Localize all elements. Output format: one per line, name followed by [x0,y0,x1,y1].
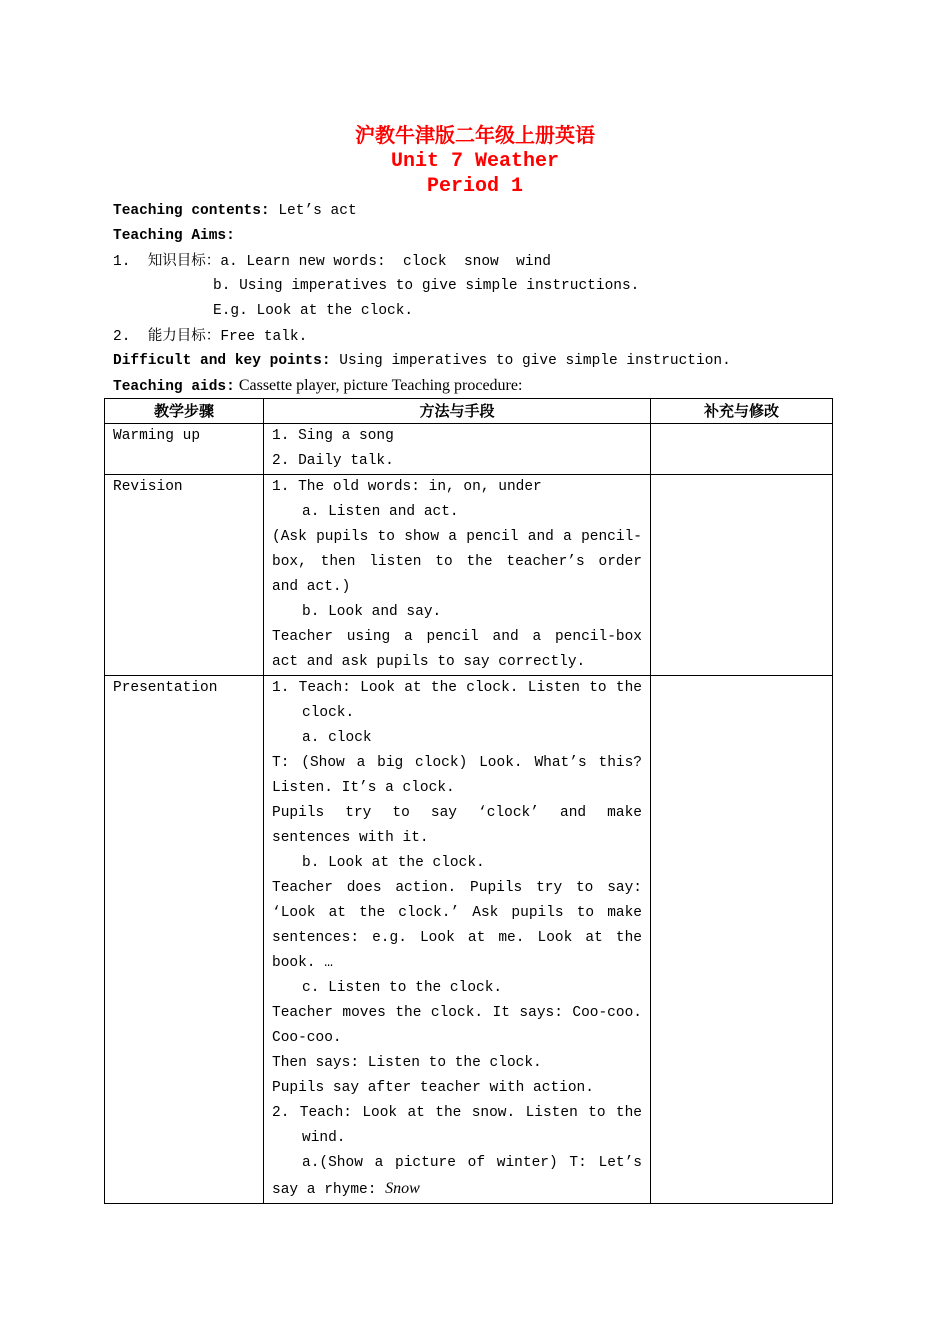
method-cell: 1. Sing a song 2. Daily talk. [264,424,651,475]
step-cell: Warming up [105,424,264,475]
header-methods: 方法与手段 [264,399,651,424]
table-row [105,424,833,475]
teaching-aids-label: Teaching aids: [113,379,235,395]
aim-1-line: 1. 知识目标：a. Learn new words: clock snow wind [113,253,551,270]
aim-1-a: a. Learn new words: clock snow wind [220,254,551,270]
notes-cell [651,475,833,676]
teaching-contents-label: Teaching contents: [113,203,270,219]
rhyme-title: Snow [385,1180,420,1197]
aim-2-line: 2. 能力目标：Free talk. [113,328,308,345]
aim-2-label: 能力目标： [147,328,221,344]
notes-cell [651,676,833,1204]
teaching-aids-value: Cassette player, picture Teaching procedure: [234,377,523,394]
teaching-contents-value: Let’s act [269,203,357,219]
procedure-table [104,398,833,1204]
difficult-points-value: Using imperatives to give simple instruction. [330,353,731,369]
header-steps: 教学步骤 [105,399,264,424]
teaching-aids-line [113,373,522,400]
aim-2-text: Free talk. [220,329,308,345]
table-header-row [105,399,833,424]
teaching-aims-label: Teaching Aims: [113,228,235,244]
difficult-points-line [113,349,731,374]
aim-1-example: E.g. Look at the clock. [213,303,414,319]
header-notes: 补充与修改 [651,399,833,424]
aim-1-b: b. Using imperatives to give simple instructions. [213,278,640,294]
doc-title-unit: Unit 7 Weather [390,150,560,173]
table-row [105,676,833,1204]
table-row [105,475,833,676]
difficult-points-label: Difficult and key points: [113,353,331,369]
teaching-contents-line [113,199,357,224]
aim-1-label: 知识目标： [147,253,221,269]
doc-title-cn: 沪教牛津版二年级上册英语 [355,123,595,147]
method-cell: 1. The old words: in, on, under a. Listen and act. (Ask pupils to show a pencil and a pencil-box, then listen to the teacher’s order and act.) b. Look and say. Teacher using a pencil and a pencil-box act and ask pupils to say correctly. [264,475,651,676]
step-cell: Revision [105,475,264,676]
notes-cell [651,424,833,475]
doc-title-period: Period 1 [426,175,523,198]
step-cell: Presentation [105,676,264,1204]
method-cell: 1. Teach: Look at the clock. Listen to the clock. a. clock T: (Show a big clock) Look. What’s this? Listen. It’s a clock. Pupils try to say ‘clock’ and make sentences with it. b. Look at the clock. Teacher does action. Pupils try to say: ‘Look at the clock.’ Ask pupils to make sentences: e.g. Look at me. Look at the book. … c. Listen to the clock. Teacher moves the clock. It says: Coo-coo. Coo-coo. Then says: Listen to the clock. Pupils say after teacher with action. 2. Teach: Look at the snow. Listen to the wind. a.(Show a picture of winter) T: Let’s say a rhyme: Snow [264,676,651,1204]
